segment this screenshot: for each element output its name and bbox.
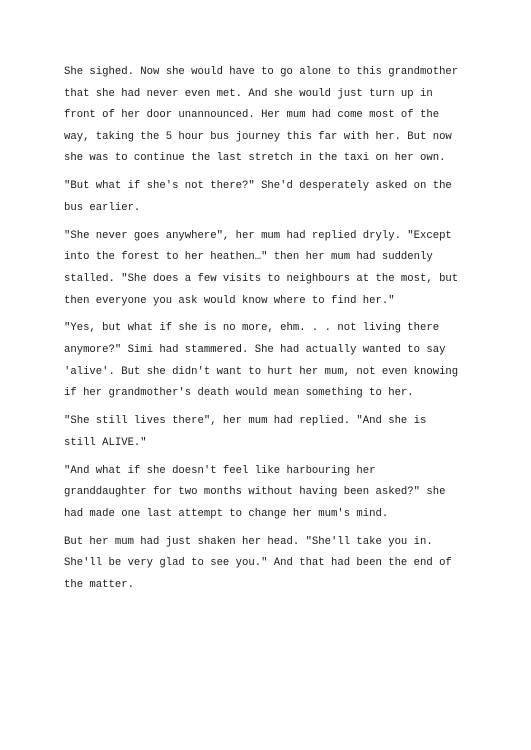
text-line: that she had never even met. And she would just turn up in [64, 87, 433, 100]
text-line: "Yes, but what if she is no more, ehm. . . not living there [64, 322, 440, 335]
text-line: stalled. "She does a few visits to neighbours at the most, but [64, 272, 459, 285]
text-line: "She still lives there", her mum had replied. "And she is [64, 415, 427, 428]
text-line: the matter. [64, 578, 134, 591]
paragraph-1 [64, 62, 484, 170]
text-line: way, taking the 5 hour bus journey this far with her. But now [64, 130, 452, 143]
text-line: 'alive'. But she didn't want to hurt her mum, not even knowing [64, 365, 459, 378]
paragraph-6 [64, 461, 484, 526]
text-line: bus earlier. [64, 201, 141, 214]
paragraph-2 [64, 176, 484, 219]
paragraph-3 [64, 226, 484, 312]
text-line: "But what if she's not there?" She'd desperately asked on the [64, 180, 452, 193]
text-line: anymore?" Simi had stammered. She had actually wanted to say [64, 344, 446, 357]
text-line: she was to continue the last stretch in the taxi on her own. [64, 152, 446, 165]
text-line: then everyone you ask would know where to find her." [64, 294, 395, 307]
body-text [64, 62, 484, 603]
text-line: "And what if she doesn't feel like harbouring her [64, 464, 376, 477]
text-line: She'll be very glad to see you." And that had been the end of [64, 557, 452, 570]
text-line: had made one last attempt to change her mum's mind. [64, 507, 389, 520]
paragraph-5 [64, 411, 484, 454]
text-line: "She never goes anywhere", her mum had replied dryly. "Except [64, 229, 452, 242]
text-line: granddaughter for two months without having been asked?" she [64, 486, 446, 499]
text-line: still ALIVE." [64, 436, 147, 449]
text-line: if her grandmother's death would mean something to her. [64, 387, 414, 400]
paragraph-4 [64, 318, 484, 404]
paragraph-7 [64, 532, 484, 597]
text-line: She sighed. Now she would have to go alone to this grandmother [64, 66, 459, 78]
text-line: front of her door unannounced. Her mum had come most of the [64, 109, 440, 122]
text-line: But her mum had just shaken her head. "She'll take you in. [64, 535, 433, 548]
text-line: into the forest to her heathen…" then her mum had suddenly [64, 251, 433, 264]
